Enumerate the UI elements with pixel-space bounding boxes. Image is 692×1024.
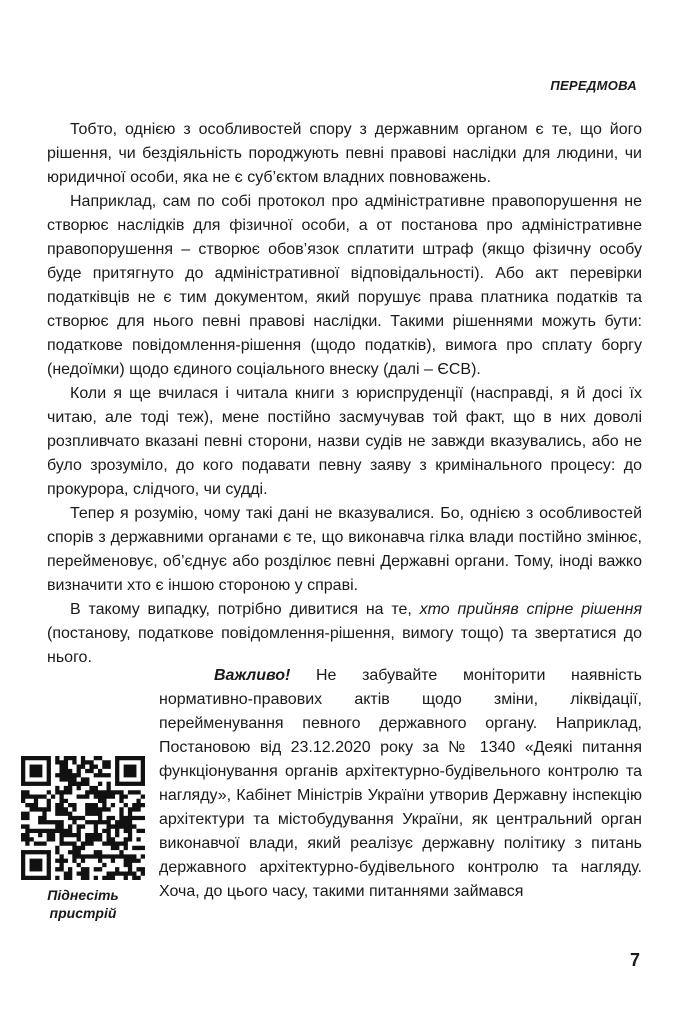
- running-head: ПЕРЕДМОВА: [550, 78, 637, 93]
- note-text: [159, 664, 642, 904]
- paragraph-3: Коли я ще вчилася і читала книги з юриспруденції (насправді, я й досі їх читаю, але тоді теж), мене постійно засмучував той факт, що в них доволі розпливчато вказані певні сторони, назви судів не завжди вказувались, або не було зрозуміло, до кого подавати певну заяву з кримінального процесу: до прокурора, слідчого, чи судді.: [47, 385, 642, 498]
- note-body: Не забувайте моніторити наявність нормативно-правових актів щодо зміни, ліквідації, перейменування певного державного органу. Наприклад, Постановою від 23.12.2020 року за № 1340 «Деякі питання функціонування органів архітектурно-будівельного контролю та нагляду», Кабінет Міністрів України утворив Державну інспекцію архітектури та містобудування України, як центральний орган виконавчої влади, який реалізує державну політику з питань державного архітектурно-будівельного контролю та нагляду. Хоча, до цього часу, такими питаннями займався: [159, 667, 642, 900]
- paragraph-5: [47, 598, 642, 670]
- paragraph-5-emphasis: хто прийняв спірне рішення: [419, 601, 642, 618]
- paragraph-4: Тепер я розумію, чому такі дані не вказувалися. Бо, однією з особливостей спорів з державними органами є те, що виконавча гілка влади постійно змінює, перейменовує, об’єднує або розділює певні Державні органи. Тому, іноді важко визначити хто є іншою стороною у справі.: [47, 505, 642, 594]
- qr-column: [14, 756, 152, 922]
- note-lead: Важливо!: [214, 667, 291, 684]
- paragraph-1: Тобто, однією з особливостей спору з державним органом є те, що його рішення, чи бездіяльність породжують певні правові наслідки для людини, чи юридичної особи, яка не є суб’єктом владних повноважень.: [47, 121, 642, 186]
- paragraph-5-end: (постанову, податкове повідомлення-рішення, вимогу тощо) та звертатися до нього.: [47, 625, 642, 666]
- body-text: [47, 118, 642, 670]
- page-number: 7: [629, 950, 640, 970]
- note-paragraph: [159, 664, 642, 904]
- paragraph-2: Наприклад, сам по собі протокол про адміністративне правопорушення не створює наслідків для фізичної особи, а от постанова про адміністративне правопорушення – створює обов’язок сплатити штраф (якщо фізичну особу буде притягнуто до адміністративної відповідальності). Або акт перевірки податківців не є тим документом, який порушує права платника податків та створює для нього певні правові наслідки. Такими рішеннями можуть бути: податкове повідомлення-рішення (щодо податків), вимога про сплату боргу (недоїмки) щодо єдиного соціального внеску (далі – ЄСВ).: [47, 193, 642, 378]
- qr-caption: Піднесіть пристрій: [47, 887, 119, 921]
- paragraph-5-start: В такому випадку, потрібно дивитися на те,: [70, 601, 420, 618]
- qr-code-icon: [21, 756, 145, 880]
- important-note: [14, 664, 642, 929]
